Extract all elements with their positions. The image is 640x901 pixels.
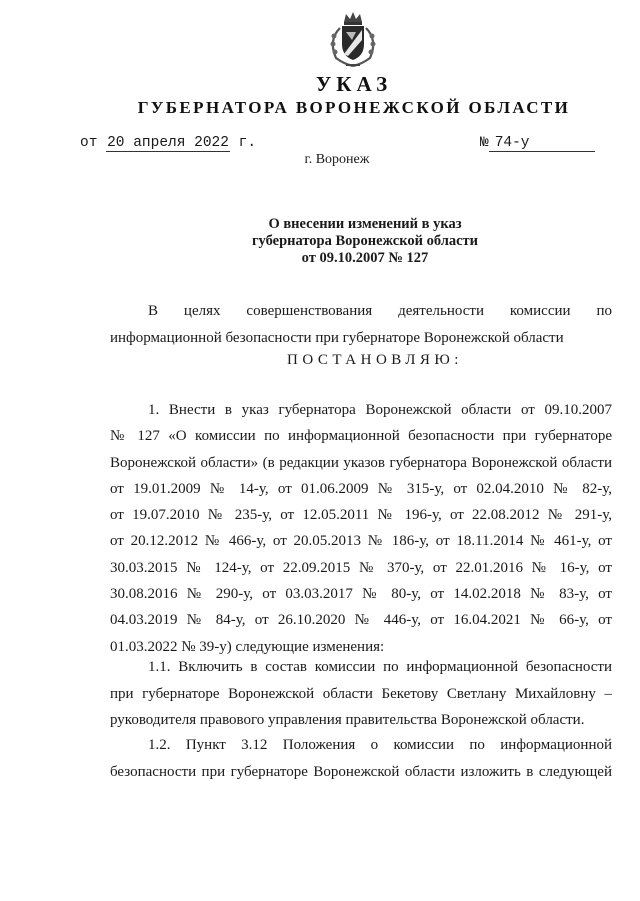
city: г. Воронеж: [304, 152, 370, 167]
item-1-line: 30.03.2015 № 124-у, от 22.09.2015 № 370-у, от 22.01.2016 № 16-у, от: [110, 559, 612, 576]
item-1-2-paragraph: [110, 732, 612, 785]
subject-line: от 09.10.2007 № 127: [301, 250, 429, 266]
item-1-line: 01.03.2022 № 39-у) следующие изменения:: [110, 638, 385, 655]
item-1-1-line: руководителя правового управления правительства Воронежской области.: [110, 712, 585, 728]
item-1-2-line: 1.2. Пункт 3.12 Положения о комиссии по информационной: [148, 737, 612, 753]
item-1-line: от 20.12.2012 № 466-у, от 20.05.2013 № 186-у, от 18.11.2014 № 461-у, от: [110, 533, 612, 550]
date-line: [80, 135, 256, 151]
date-prefix: от: [80, 135, 98, 151]
item-1-line: от 19.01.2009 № 14-у, от 01.06.2009 № 315-у, от 02.04.2010 № 82-у,: [110, 480, 612, 497]
preamble-line: информационной безопасности при губернаторе Воронежской области: [110, 330, 564, 346]
subject-block: [0, 216, 640, 267]
subject-line: губернатора Воронежской области: [251, 233, 479, 249]
item-1-line: 30.08.2016 № 290-у, от 03.03.2017 № 80-у, от 14.02.2018 № 83-у, от: [110, 586, 612, 603]
preamble-paragraph: [110, 298, 612, 352]
number-value: 74-у: [489, 135, 595, 152]
preamble-line: В целях совершенствования деятельности комиссии по: [148, 303, 612, 319]
item-1-1-paragraph: [110, 654, 612, 734]
item-1-line: 04.03.2019 № 84-у, от 26.10.2020 № 446-у, от 16.04.2021 № 66-у, от: [110, 612, 612, 629]
item-1-line: № 127 «О комиссии по информационной безопасности при губернаторе: [110, 428, 612, 445]
subject-line: О внесении изменений в указ: [268, 216, 462, 232]
decree-word: ПОСТАНОВЛЯЮ:: [287, 352, 463, 368]
date-value: 20 апреля 2022: [107, 135, 229, 151]
item-1-line: 1. Внести в указ губернатора Воронежской области от 09.10.2007: [148, 402, 612, 418]
number-line: [480, 135, 595, 152]
date-suffix: г.: [238, 135, 257, 151]
item-1-2-line: безопасности при губернаторе Воронежской области изложить в следующей: [110, 763, 612, 780]
item-1-line: от 19.07.2010 № 235-у, от 12.05.2011 № 196-у, от 22.08.2012 № 291-у,: [110, 507, 612, 524]
item-1-paragraph: [110, 397, 612, 660]
document-subtitle: ГУБЕРНАТОРА ВОРОНЕЖСКОЙ ОБЛАСТИ: [137, 98, 571, 117]
coat-of-arms-icon: [322, 10, 384, 70]
document-title: УКАЗ: [315, 72, 393, 96]
number-prefix: №: [480, 135, 489, 151]
item-1-line: Воронежской области» (в редакции указов губернатора Воронежской области: [110, 454, 612, 471]
item-1-1-line: 1.1. Включить в состав комиссии по информационной безопасности: [148, 659, 612, 675]
item-1-1-line: при губернаторе Воронежской области Бекетову Светлану Михайловну –: [110, 685, 612, 702]
